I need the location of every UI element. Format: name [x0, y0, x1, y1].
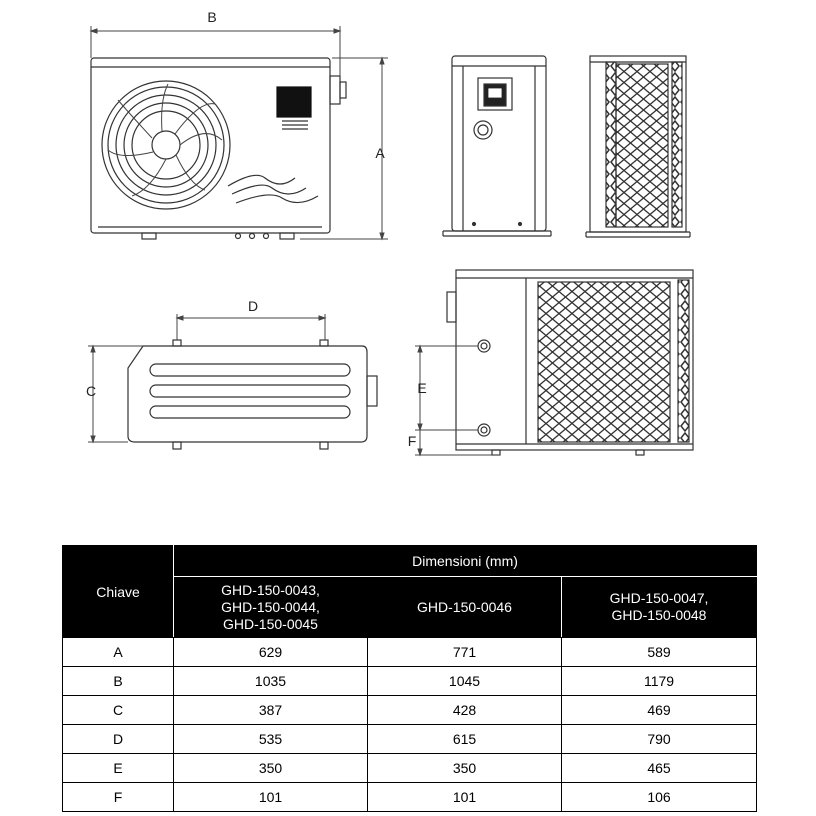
table-row: [63, 638, 757, 667]
key-column-header: Chiave: [63, 546, 174, 638]
cell-value: 1035: [174, 667, 368, 696]
dimension-label-b: B: [207, 9, 217, 25]
cell-value: 387: [174, 696, 368, 725]
dimensions-group-header: Dimensioni (mm): [174, 546, 757, 577]
model-name: GHD-150-0047,: [609, 590, 709, 606]
dimensions-table: [62, 545, 757, 812]
cell-value: 101: [368, 783, 562, 812]
table-header-row: [63, 546, 757, 577]
row-key: E: [63, 754, 174, 783]
cell-value: 771: [368, 638, 562, 667]
table-row: [63, 725, 757, 754]
cell-value: 615: [368, 725, 562, 754]
dimension-label-f: F: [407, 433, 417, 449]
cell-value: 589: [562, 638, 757, 667]
row-key: F: [63, 783, 174, 812]
model-header-3: [562, 577, 757, 638]
table-row: [63, 667, 757, 696]
cell-value: 1045: [368, 667, 562, 696]
model-name: GHD-150-0043,: [221, 581, 320, 598]
cell-value: 629: [174, 638, 368, 667]
dimension-label-e: E: [417, 380, 427, 396]
row-key: A: [63, 638, 174, 667]
side-view-control: [443, 56, 551, 236]
table-row: [63, 696, 757, 725]
cell-value: 535: [174, 725, 368, 754]
top-view: [128, 340, 377, 449]
dimension-d: [177, 314, 325, 340]
table-row: [63, 754, 757, 783]
model-header-2: [368, 577, 562, 638]
model-header-1: [174, 577, 368, 638]
cell-value: 428: [368, 696, 562, 725]
row-key: C: [63, 696, 174, 725]
cell-value: 1179: [562, 667, 757, 696]
dimension-label-a: A: [375, 145, 385, 161]
cell-value: 469: [562, 696, 757, 725]
row-key: D: [63, 725, 174, 754]
model-name: GHD-150-0045: [223, 615, 318, 632]
control-panel: [277, 87, 311, 117]
cell-value: 101: [174, 783, 368, 812]
dimension-label-d: D: [247, 298, 259, 314]
model-name: GHD-150-0048: [611, 607, 707, 623]
cell-value: 790: [562, 725, 757, 754]
dimension-c: [85, 346, 143, 442]
model-name: GHD-150-0046: [417, 598, 512, 615]
table-row: [63, 783, 757, 812]
dimension-b: [91, 26, 340, 76]
model-name: GHD-150-0044,: [221, 598, 320, 615]
row-key: B: [63, 667, 174, 696]
dimension-f: [415, 430, 500, 455]
rear-view: [447, 270, 693, 455]
cell-value: 350: [174, 754, 368, 783]
front-view: [91, 58, 346, 239]
cell-value: 350: [368, 754, 562, 783]
dimension-label-c: C: [85, 383, 97, 399]
fan: [102, 81, 230, 209]
cell-value: 106: [562, 783, 757, 812]
side-view-grille: [586, 56, 690, 237]
dimensions-table-container: [62, 545, 756, 812]
cell-value: 465: [562, 754, 757, 783]
